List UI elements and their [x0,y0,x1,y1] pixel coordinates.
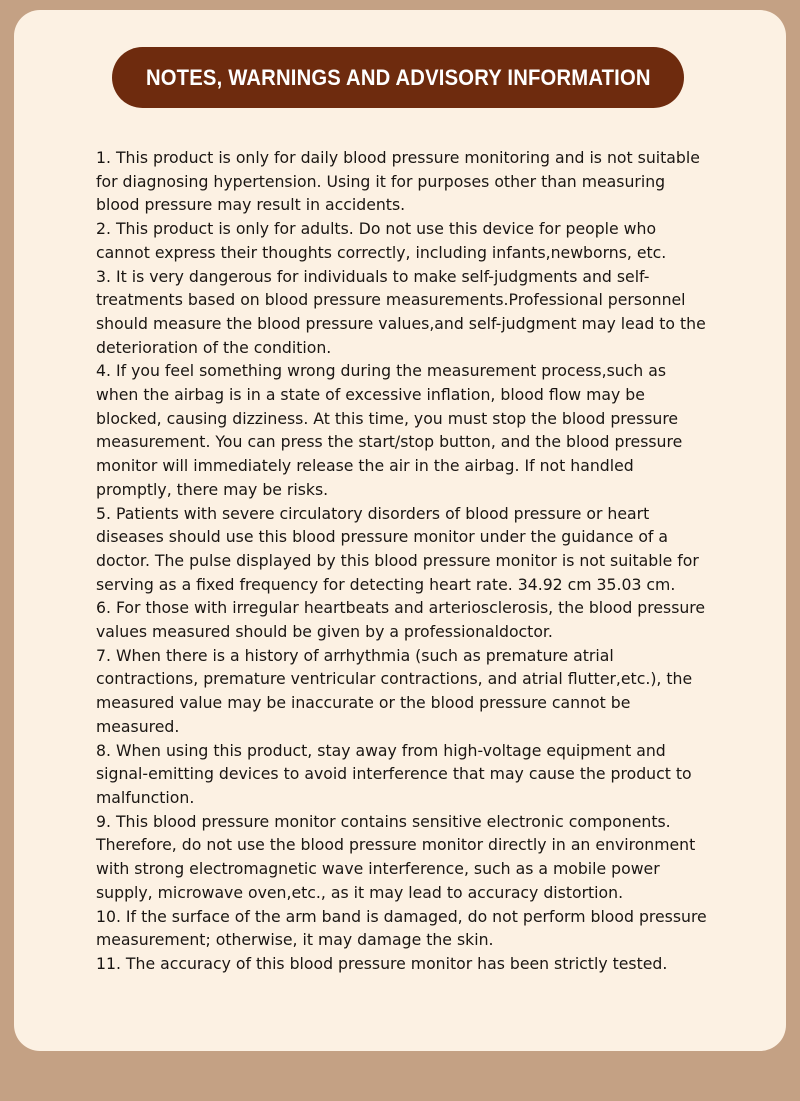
note-item-1: 1. This product is only for daily blood pressure monitoring and is not suitable for diagnosing hypertension. Using it for purposes other than measuring blood pressure may result in accidents. [96,148,700,215]
note-item-11: 11. The accuracy of this blood pressure monitor has been strictly tested. [96,953,668,973]
note-item-9: 9. This blood pressure monitor contains sensitive electronic components. Therefore, do not use the blood pressure monitor directly in an environment with strong electromagnetic wave interference, such as a mobile power supply, microwave oven,etc., as it may lead to accuracy distortion. [96,811,696,902]
note-item-10: 10. If the surface of the arm band is damaged, do not perform blood pressure measurement; otherwise, it may damage the skin. [96,906,707,950]
note-item-2: 2. This product is only for adults. Do not use this device for people who cannot express their thoughts correctly, including infants,newborns, etc. [96,219,667,262]
note-item-5: 5. Patients with severe circulatory disorders of blood pressure or heart diseases should use this blood pressure monitor under the guidance of a doctor. The pulse displayed by this blood pressure monitor is not suitable for serving as a fixed frequency for detecting heart rate. 34.92 cm 35.03 cm. [96,503,699,594]
notes-list [96,146,708,976]
page-title: NOTES, WARNINGS AND ADVISORY INFORMATION [145,64,651,90]
note-item-4: 4. If you feel something wrong during the measurement process,such as when the airbag is in a state of excessive inflation, blood flow may be blocked, causing dizziness. At this time, you must stop the blood pressure measurement. You can press the start/stop button, and the blood pressure monitor will immediately release the air in the airbag. If not handled promptly, there may be risks. [96,361,683,499]
note-item-6: 6. For those with irregular heartbeats and arteriosclerosis, the blood pressure values measured should be given by a professionaldoctor. [96,598,706,642]
title-banner [112,47,684,108]
note-item-8: 8. When using this product, stay away from high-voltage equipment and signal-emitting devices to avoid interference that may cause the product to malfunction. [96,740,692,807]
note-item-7: 7. When there is a history of arrhythmia (such as premature atrial contractions, premature ventricular contractions, and atrial flutter,etc.), the measured value may be inaccurate or the blood pressure cannot be measured. [96,645,693,736]
note-item-3: 3. It is very dangerous for individuals to make self-judgments and self-treatments based on blood pressure measurements.Professional personnel should measure the blood pressure values,and self-judgment may lead to the deterioration of the condition. [96,266,706,357]
notes-card [14,10,786,1051]
